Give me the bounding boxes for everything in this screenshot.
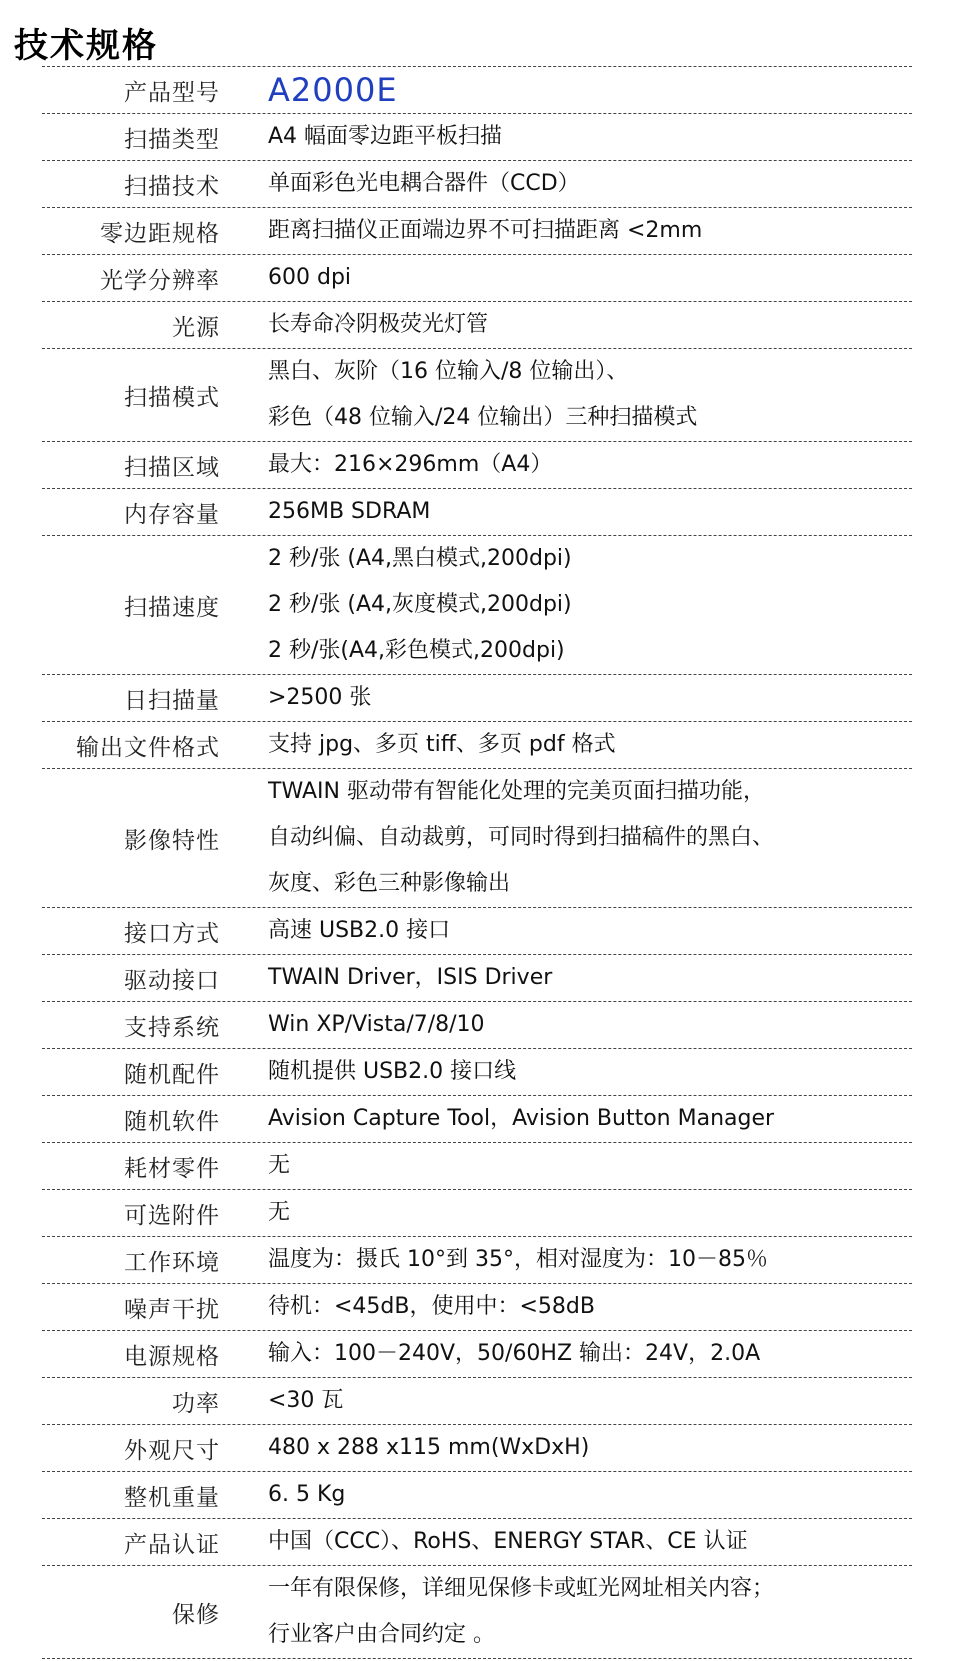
spec-row	[42, 208, 912, 255]
spec-value-line: 600 dpi	[268, 265, 352, 290]
spec-value	[220, 1002, 912, 1048]
spec-row	[42, 1049, 912, 1096]
spec-value-line: Avision Capture Tool，Avision Button Manager	[268, 1106, 775, 1131]
model-number: A2000E	[268, 71, 398, 109]
spec-label: 工作环境	[124, 1249, 220, 1276]
spec-label: 日扫描量	[124, 687, 220, 714]
spec-row	[42, 1237, 912, 1284]
spec-value	[220, 536, 912, 674]
spec-value-line: TWAIN Driver，ISIS Driver	[268, 965, 553, 990]
spec-label: 扫描模式	[124, 384, 220, 411]
spec-label: 零边距规格	[100, 220, 220, 247]
spec-value	[220, 1519, 912, 1565]
spec-value-line: 480 x 288 x115 mm(WxDxH)	[268, 1435, 590, 1460]
spec-value-line: 2 秒/张 (A4,灰度模式,200dpi)	[268, 592, 572, 617]
spec-value	[220, 442, 912, 488]
spec-row	[42, 302, 912, 349]
spec-label: 驱动接口	[124, 967, 220, 994]
spec-label: 电源规格	[124, 1343, 220, 1370]
spec-value-line: 无	[268, 1200, 291, 1225]
spec-label: 光源	[172, 314, 220, 341]
spec-label: 输出文件格式	[76, 734, 220, 761]
spec-value	[220, 67, 912, 113]
spec-value	[220, 722, 912, 768]
spec-label: 耗材零件	[124, 1155, 220, 1182]
spec-value-line: 彩色（48 位输入/24 位输出）三种扫描模式	[268, 405, 698, 430]
spec-value	[220, 769, 912, 907]
spec-row	[42, 1096, 912, 1143]
spec-value-line: 中国（CCC）、RoHS、ENERGY STAR、CE 认证	[268, 1529, 748, 1554]
spec-value	[220, 349, 912, 441]
spec-label: 随机软件	[124, 1108, 220, 1135]
spec-row	[42, 67, 912, 114]
spec-label: 产品认证	[124, 1531, 220, 1558]
spec-row	[42, 1331, 912, 1378]
spec-value	[220, 1143, 912, 1189]
spec-label: 功率	[172, 1390, 220, 1417]
spec-value	[220, 208, 912, 254]
spec-value-line: 最大：216×296mm（A4）	[268, 452, 553, 477]
spec-value	[220, 1237, 912, 1283]
spec-value	[220, 1049, 912, 1095]
spec-value-line: 2 秒/张(A4,彩色模式,200dpi)	[268, 638, 565, 663]
spec-label: 噪声干扰	[124, 1296, 220, 1323]
spec-value-line: 无	[268, 1153, 291, 1178]
spec-value-line: A4 幅面零边距平板扫描	[268, 124, 503, 149]
spec-label: 影像特性	[124, 827, 220, 854]
spec-row	[42, 955, 912, 1002]
spec-value-line: TWAIN 驱动带有智能化处理的完美页面扫描功能，	[268, 779, 765, 804]
spec-row	[42, 255, 912, 302]
spec-label: 内存容量	[124, 501, 220, 528]
spec-label: 支持系统	[124, 1014, 220, 1041]
spec-value	[220, 1425, 912, 1471]
spec-label: 外观尺寸	[124, 1437, 220, 1464]
spec-label: 随机配件	[124, 1061, 220, 1088]
spec-value-line: >2500 张	[268, 685, 372, 710]
spec-label: 产品型号	[124, 79, 220, 106]
spec-row	[42, 908, 912, 955]
spec-value	[220, 1378, 912, 1424]
spec-value	[220, 955, 912, 1001]
spec-value	[220, 114, 912, 160]
spec-row	[42, 349, 912, 442]
spec-row	[42, 1190, 912, 1237]
spec-row	[42, 489, 912, 536]
spec-row	[42, 161, 912, 208]
spec-value	[220, 255, 912, 301]
spec-value-line: 一年有限保修，详细见保修卡或虹光网址相关内容；	[268, 1576, 775, 1601]
spec-label: 扫描区域	[124, 454, 220, 481]
spec-row	[42, 1472, 912, 1519]
spec-value	[220, 908, 912, 954]
spec-value-line: 支持 jpg、多页 tiff、多页 pdf 格式	[268, 732, 616, 757]
spec-row	[42, 1002, 912, 1049]
spec-value-line: 6. 5 Kg	[268, 1482, 346, 1507]
spec-value-line: 灰度、彩色三种影像输出	[268, 871, 511, 896]
spec-row	[42, 1143, 912, 1190]
spec-row	[42, 722, 912, 769]
spec-table	[42, 66, 912, 1659]
spec-value	[220, 1284, 912, 1330]
spec-value-line: 随机提供 USB2.0 接口线	[268, 1059, 517, 1084]
spec-value-line: 温度为：摄氏 10°到 35°，相对湿度为：10－85％	[268, 1247, 768, 1272]
spec-value	[220, 489, 912, 535]
spec-value	[220, 302, 912, 348]
spec-row	[42, 1284, 912, 1331]
spec-value	[220, 1096, 912, 1142]
spec-value-line: <30 瓦	[268, 1388, 344, 1413]
spec-value	[220, 1566, 912, 1658]
spec-label: 扫描技术	[124, 173, 220, 200]
spec-value	[220, 1472, 912, 1518]
spec-label: 扫描类型	[124, 126, 220, 153]
spec-row	[42, 536, 912, 675]
spec-row	[42, 1566, 912, 1659]
spec-value	[220, 1331, 912, 1377]
spec-row	[42, 675, 912, 722]
spec-label: 可选附件	[124, 1202, 220, 1229]
spec-row	[42, 114, 912, 161]
spec-value-line: 高速 USB2.0 接口	[268, 918, 451, 943]
spec-value-line: 自动纠偏、自动裁剪，可同时得到扫描稿件的黑白、	[268, 825, 775, 850]
spec-label: 光学分辨率	[100, 267, 220, 294]
spec-value	[220, 161, 912, 207]
spec-value	[220, 1190, 912, 1236]
spec-row	[42, 769, 912, 908]
spec-value-line: Win XP/Vista/7/8/10	[268, 1012, 485, 1037]
spec-value-line: 距离扫描仪正面端边界不可扫描距离 <2mm	[268, 218, 703, 243]
spec-row	[42, 1519, 912, 1566]
spec-value-line: 256MB SDRAM	[268, 499, 431, 524]
spec-value-line: 单面彩色光电耦合器件（CCD）	[268, 171, 580, 196]
spec-value-line: 输入：100－240V，50/60HZ 输出：24V，2.0A	[268, 1341, 761, 1366]
spec-label: 接口方式	[124, 920, 220, 947]
spec-value	[220, 675, 912, 721]
spec-value-line: 行业客户由合同约定 。	[268, 1622, 495, 1647]
spec-value-line: 2 秒/张 (A4,黑白模式,200dpi)	[268, 546, 572, 571]
spec-label: 整机重量	[124, 1484, 220, 1511]
spec-row	[42, 1378, 912, 1425]
spec-value-line: 长寿命冷阴极荧光灯管	[268, 312, 489, 337]
spec-label: 扫描速度	[124, 594, 220, 621]
spec-row	[42, 442, 912, 489]
spec-row	[42, 1425, 912, 1472]
spec-value-line: 黑白、灰阶（16 位输入/8 位输出）、	[268, 359, 629, 384]
spec-label: 保修	[172, 1601, 220, 1628]
spec-value-line: 待机：<45dB，使用中：<58dB	[268, 1294, 595, 1319]
page-title: 技术规格	[14, 26, 158, 66]
